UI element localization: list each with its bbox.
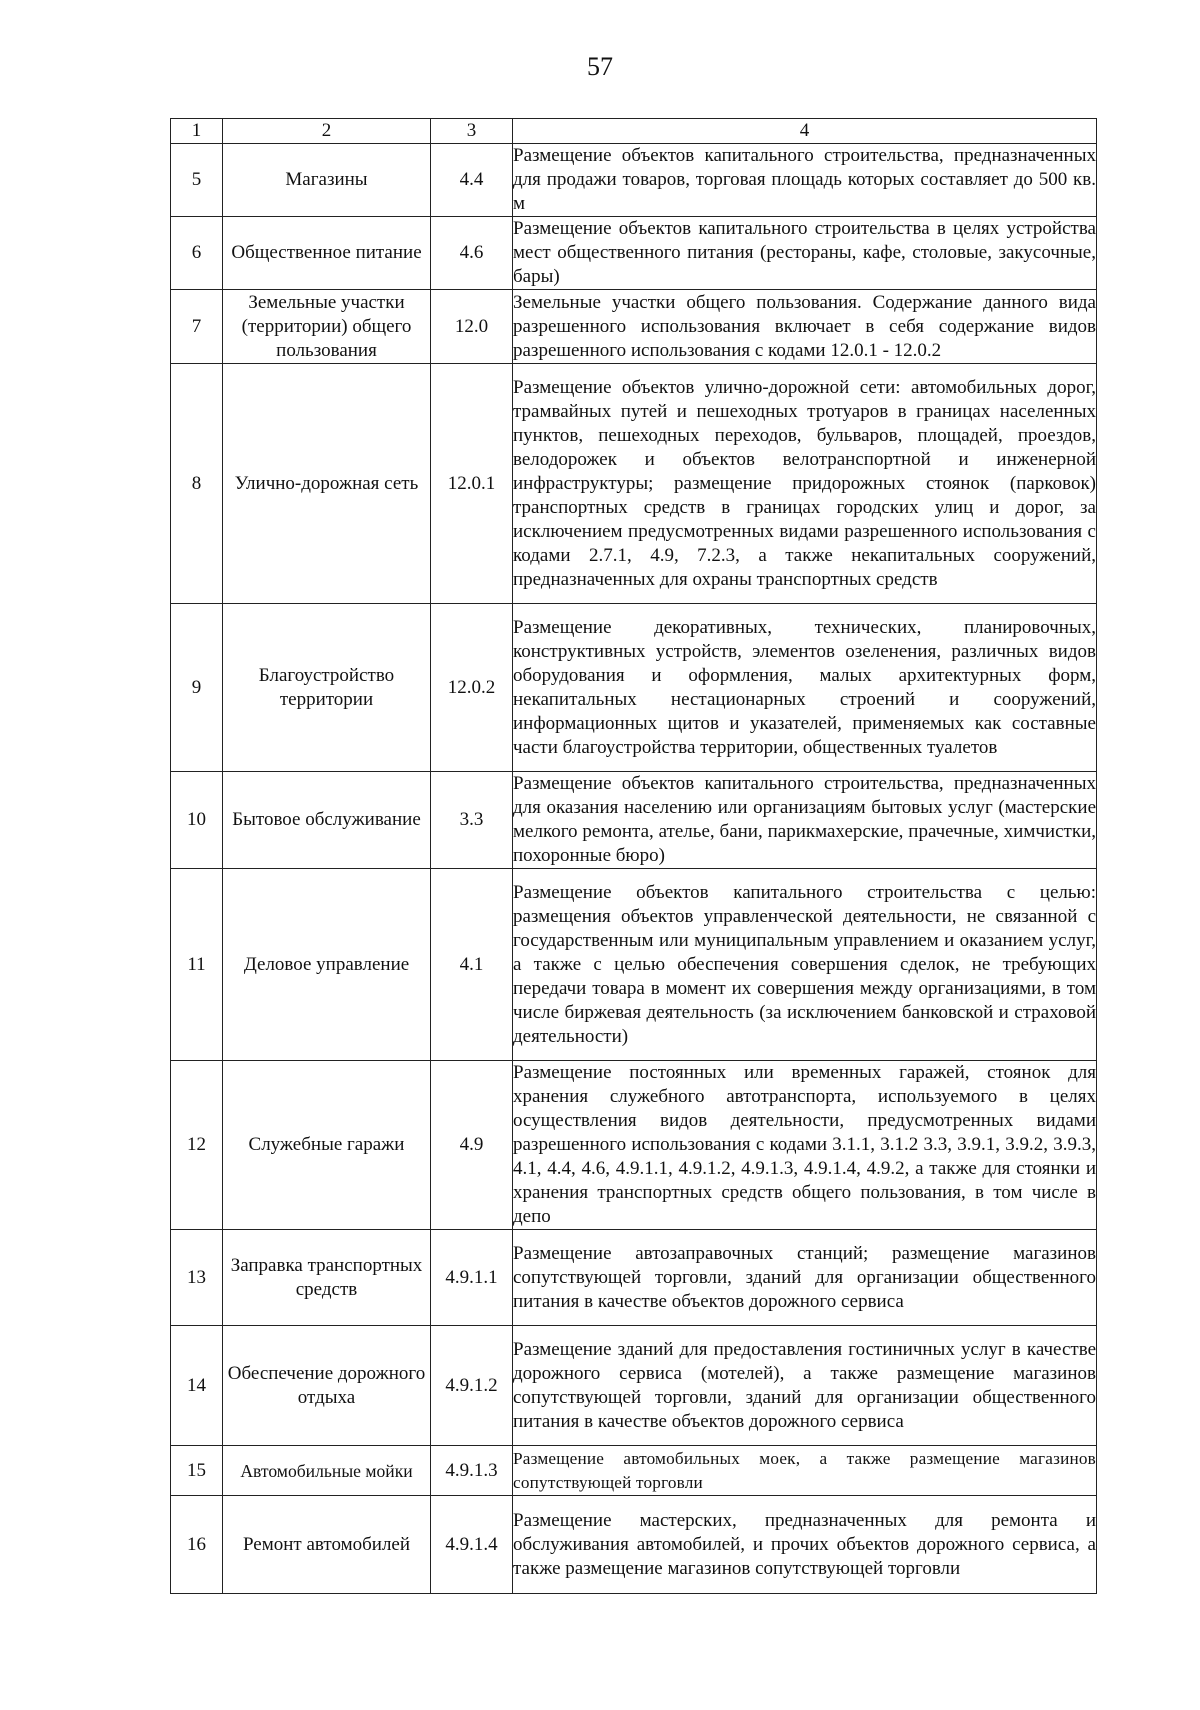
row-number: 15 (171, 1446, 223, 1496)
page-number: 57 (587, 52, 613, 81)
use-description: Земельные участки общего пользования. Содержание данного вида разрешенного использования включает в себя содержание видов разрешенного использования с кодами 12.0.1 - 12.0.2 (513, 290, 1097, 364)
use-name: Обеспечение дорожного отдыха (223, 1326, 431, 1446)
use-code: 4.9.1.4 (431, 1496, 513, 1594)
use-code: 12.0.2 (431, 604, 513, 772)
land-use-table (170, 118, 1097, 1594)
use-description: Размещение декоративных, технических, планировочных, конструктивных устройств, элементов озеленения, различных видов оборудования и оформления, малых архитектурных форм, некапитальных нестационарных строений и сооружений, информационных щитов и указателей, применяемых как составные части благоустройства территории, общественных туалетов (513, 604, 1097, 772)
row-number: 9 (171, 604, 223, 772)
use-name: Ремонт автомобилей (223, 1496, 431, 1594)
use-code: 4.9.1.2 (431, 1326, 513, 1446)
use-description: Размещение объектов капитального строительства с целью: размещения объектов управленческой деятельности, не связанной с государственным или муниципальным управлением и оказанием услуг, а также с целью обеспечения совершения сделок, не требующих передачи товара в момент их совершения между организациями, в том числе биржевая деятельность (за исключением банковской и страховой деятельности) (513, 869, 1097, 1061)
row-number: 8 (171, 364, 223, 604)
row-number: 10 (171, 772, 223, 869)
row-number: 14 (171, 1326, 223, 1446)
table-row (171, 217, 1097, 290)
use-description: Размещение объектов капитального строительства, предназначенных для оказания населению или организациям бытовых услуг (мастерские мелкого ремонта, ателье, бани, парикмахерские, прачечные, химчистки, похоронные бюро) (513, 772, 1097, 869)
table-row (171, 290, 1097, 364)
use-code: 4.6 (431, 217, 513, 290)
use-description: Размещение автомобильных моек, а также размещение магазинов сопутствующей торговли (513, 1446, 1097, 1496)
row-number: 6 (171, 217, 223, 290)
use-name: Автомобильные мойки (223, 1446, 431, 1496)
table-row (171, 144, 1097, 217)
use-description: Размещение постоянных или временных гаражей, стоянок для хранения служебного автотранспорта, используемого в целях осуществления видов деятельности, предусмотренных видами разрешенного использования с кодами 3.1.1, 3.1.2 3.3, 3.9.1, 3.9.2, 3.9.3, 4.1, 4.4, 4.6, 4.9.1.1, 4.9.1.2, 4.9.1.3, 4.9.1.4, 4.9.2, а также для стоянки и хранения транспортных средств общего пользования, в том числе в депо (513, 1061, 1097, 1230)
use-code: 4.9.1.1 (431, 1230, 513, 1326)
use-name: Общественное питание (223, 217, 431, 290)
use-code: 4.4 (431, 144, 513, 217)
use-description: Размещение объектов капитального строительства в целях устройства мест общественного питания (рестораны, кафе, столовые, закусочные, бары) (513, 217, 1097, 290)
table-row (171, 1230, 1097, 1326)
row-number: 12 (171, 1061, 223, 1230)
use-name: Деловое управление (223, 869, 431, 1061)
use-description: Размещение объектов капитального строительства, предназначенных для продажи товаров, торговая площадь которых составляет до 500 кв. м (513, 144, 1097, 217)
use-name: Земельные участки (территории) общего пользования (223, 290, 431, 364)
use-description: Размещение объектов улично-дорожной сети: автомобильных дорог, трамвайных путей и пешеходных тротуаров в границах населенных пунктов, пешеходных переходов, бульваров, площадей, проездов, велодорожек и объектов велотранспортной и инженерной инфраструктуры; размещение придорожных стоянок (парковок) транспортных средств в границах городских улиц и дорог, за исключением предусмотренных видами разрешенного использования с кодами 2.7.1, 4.9, 7.2.3, а также некапитальных сооружений, предназначенных для охраны транспортных средств (513, 364, 1097, 604)
row-number: 7 (171, 290, 223, 364)
use-code: 3.3 (431, 772, 513, 869)
header-col-4: 4 (513, 119, 1097, 144)
use-description: Размещение зданий для предоставления гостиничных услуг в качестве дорожного сервиса (мотелей), а также размещение магазинов сопутствующей торговли, зданий для организации общественного питания в качестве объектов дорожного сервиса (513, 1326, 1097, 1446)
row-number: 5 (171, 144, 223, 217)
table-row (171, 869, 1097, 1061)
header-col-2: 2 (223, 119, 431, 144)
header-col-3: 3 (431, 119, 513, 144)
use-description: Размещение автозаправочных станций; размещение магазинов сопутствующей торговли, зданий для организации общественного питания в качестве объектов дорожного сервиса (513, 1230, 1097, 1326)
use-name: Магазины (223, 144, 431, 217)
use-code: 4.1 (431, 869, 513, 1061)
use-name: Улично-дорожная сеть (223, 364, 431, 604)
use-name: Благоустройство территории (223, 604, 431, 772)
table-row (171, 604, 1097, 772)
table-row (171, 364, 1097, 604)
use-code: 12.0.1 (431, 364, 513, 604)
table-row (171, 1446, 1097, 1496)
table-header-row (171, 119, 1097, 144)
use-code: 4.9 (431, 1061, 513, 1230)
header-col-1: 1 (171, 119, 223, 144)
table-row (171, 772, 1097, 869)
use-code: 12.0 (431, 290, 513, 364)
row-number: 13 (171, 1230, 223, 1326)
use-name: Бытовое обслуживание (223, 772, 431, 869)
use-name: Заправка транспортных средств (223, 1230, 431, 1326)
table-row (171, 1496, 1097, 1594)
row-number: 11 (171, 869, 223, 1061)
use-name: Служебные гаражи (223, 1061, 431, 1230)
use-description: Размещение мастерских, предназначенных для ремонта и обслуживания автомобилей, и прочих объектов дорожного сервиса, а также размещение магазинов сопутствующей торговли (513, 1496, 1097, 1594)
use-code: 4.9.1.3 (431, 1446, 513, 1496)
table-row (171, 1061, 1097, 1230)
row-number: 16 (171, 1496, 223, 1594)
table-row (171, 1326, 1097, 1446)
